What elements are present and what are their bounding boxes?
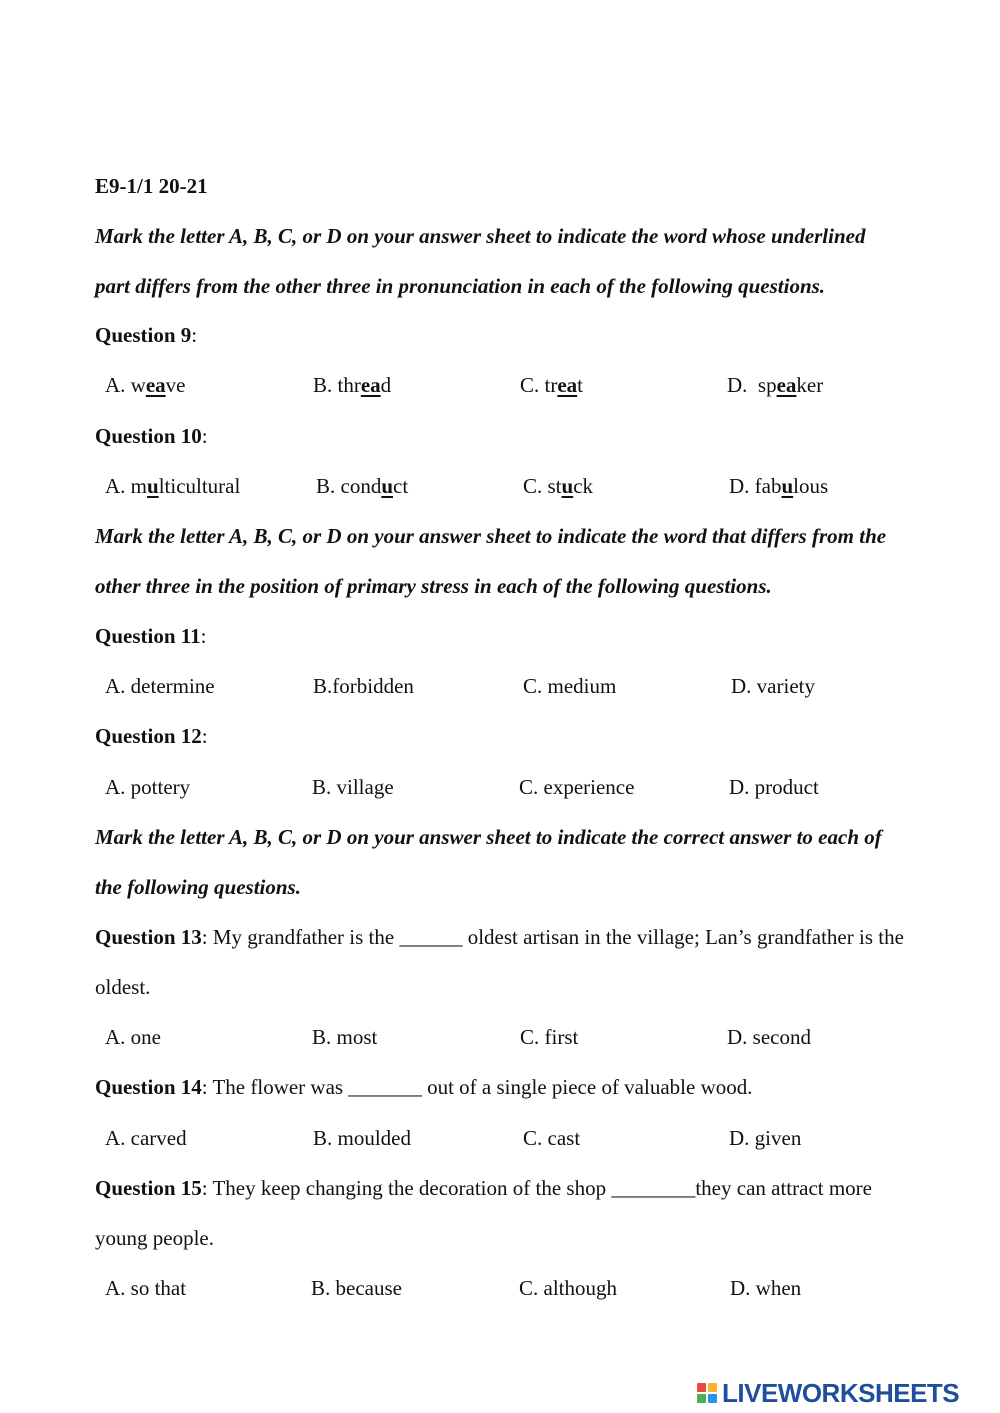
q10-a-pre: A. m — [105, 474, 147, 498]
q9-a-post: ve — [165, 373, 186, 397]
q10-a-post: lticultural — [158, 474, 241, 498]
liveworksheets-logo[interactable] — [697, 1376, 959, 1410]
q15-option-b[interactable]: B. because — [311, 1276, 402, 1300]
question-14-stem — [95, 1074, 752, 1100]
q10-c-post: ck — [573, 474, 594, 498]
q12-option-a[interactable]: A. pottery — [105, 775, 191, 799]
worksheet-code: E9-1/1 20-21 — [95, 174, 208, 198]
question-9-label: Question 9 — [95, 323, 192, 347]
section2-instruction-line1: Mark the letter A, B, C, or D on your answer sheet to indicate the word that differs from the — [95, 524, 887, 548]
q14-option-d[interactable]: D. given — [729, 1126, 802, 1150]
q13-option-c[interactable]: C. first — [520, 1025, 579, 1049]
q9-d-underlined: ea — [776, 373, 797, 397]
question-12-label: Question 12 — [95, 724, 202, 748]
q10-c-pre: C. st — [523, 474, 562, 498]
q9-a-pre: A. w — [105, 373, 146, 397]
q9-option-b[interactable] — [313, 372, 391, 398]
q15-option-c[interactable]: C. although — [519, 1276, 617, 1300]
q9-b-post: d — [380, 373, 392, 397]
q10-option-d[interactable] — [729, 473, 828, 499]
q12-option-c[interactable]: C. experience — [519, 775, 635, 799]
question-12-heading: Question 12: — [95, 724, 208, 748]
logo-square-3 — [697, 1394, 706, 1403]
question-15-stem — [95, 1175, 872, 1201]
question-11-label: Question 11 — [95, 624, 201, 648]
q13-option-a[interactable]: A. one — [105, 1025, 161, 1049]
q9-c-underlined: ea — [557, 373, 578, 397]
question-15-label: Question 15 — [95, 1176, 202, 1200]
question-13-text-line2: oldest. — [95, 975, 151, 999]
q9-c-pre: C. tr — [520, 373, 558, 397]
section1-instruction-line1: Mark the letter A, B, C, or D on your answer sheet to indicate the word whose underlined — [95, 224, 866, 248]
q9-d-pre: D. sp — [727, 373, 777, 397]
question-13-text: : My grandfather is the ______ oldest artisan in the village; Lan’s grandfather is the — [201, 925, 904, 949]
section2-instruction-line2: other three in the position of primary stress in each of the following questions. — [95, 574, 772, 598]
q10-option-c[interactable] — [523, 473, 593, 499]
q13-option-d[interactable]: D. second — [727, 1025, 811, 1049]
q11-option-a[interactable]: A. determine — [105, 674, 215, 698]
section3-instruction-line1: Mark the letter A, B, C, or D on your answer sheet to indicate the correct answer to each of — [95, 825, 882, 849]
question-15-text-line2: young people. — [95, 1226, 214, 1250]
q10-b-post: ct — [393, 474, 409, 498]
q13-option-b[interactable]: B. most — [312, 1025, 378, 1049]
q10-c-underlined: u — [561, 474, 574, 498]
q10-d-pre: D. fab — [729, 474, 782, 498]
q10-option-b[interactable] — [316, 473, 408, 499]
logo-squares-icon — [697, 1383, 717, 1403]
q12-option-b[interactable]: B. village — [312, 775, 394, 799]
q10-b-pre: B. cond — [316, 474, 382, 498]
q9-b-underlined: ea — [360, 373, 381, 397]
question-15-text: : They keep changing the decoration of the shop ________they can attract more — [201, 1176, 872, 1200]
logo-text: LIVEWORKSHEETS — [722, 1377, 960, 1408]
q9-c-post: t — [577, 373, 584, 397]
q11-option-b[interactable]: B.forbidden — [313, 674, 414, 698]
q15-option-d[interactable]: D. when — [730, 1276, 802, 1300]
q10-option-a[interactable] — [105, 473, 240, 499]
question-14-text: : The flower was _______ out of a single piece of valuable wood. — [201, 1075, 753, 1099]
question-9-heading: Question 9: — [95, 323, 198, 347]
q11-option-d[interactable]: D. variety — [731, 674, 815, 698]
q9-option-c[interactable] — [520, 372, 583, 398]
question-10-label: Question 10 — [95, 424, 202, 448]
section1-instruction-line2: part differs from the other three in pronunciation in each of the following questions. — [95, 274, 826, 298]
q9-option-d[interactable] — [727, 372, 823, 398]
q10-d-post: lous — [793, 474, 829, 498]
q9-a-underlined: ea — [145, 373, 166, 397]
q10-d-underlined: u — [781, 474, 794, 498]
question-13-stem — [95, 924, 904, 950]
q9-option-a[interactable] — [105, 372, 186, 398]
question-11-heading: Question 11: — [95, 624, 207, 648]
q14-option-a[interactable]: A. carved — [105, 1126, 187, 1150]
question-13-label: Question 13 — [95, 925, 202, 949]
question-14-label: Question 14 — [95, 1075, 202, 1099]
logo-square-1 — [697, 1383, 706, 1392]
q14-option-c[interactable]: C. cast — [523, 1126, 581, 1150]
q9-d-post: ker — [796, 373, 824, 397]
q9-b-pre: B. thr — [313, 373, 361, 397]
q11-option-c[interactable]: C. medium — [523, 674, 617, 698]
section3-instruction-line2: the following questions. — [95, 875, 301, 899]
q10-a-underlined: u — [147, 474, 159, 498]
q10-b-underlined: u — [381, 474, 394, 498]
q15-option-a[interactable]: A. so that — [105, 1276, 187, 1300]
question-10-heading: Question 10: — [95, 424, 208, 448]
logo-square-4 — [708, 1394, 717, 1403]
q14-option-b[interactable]: B. moulded — [313, 1126, 411, 1150]
q12-option-d[interactable]: D. product — [729, 775, 819, 799]
logo-square-2 — [708, 1383, 717, 1392]
